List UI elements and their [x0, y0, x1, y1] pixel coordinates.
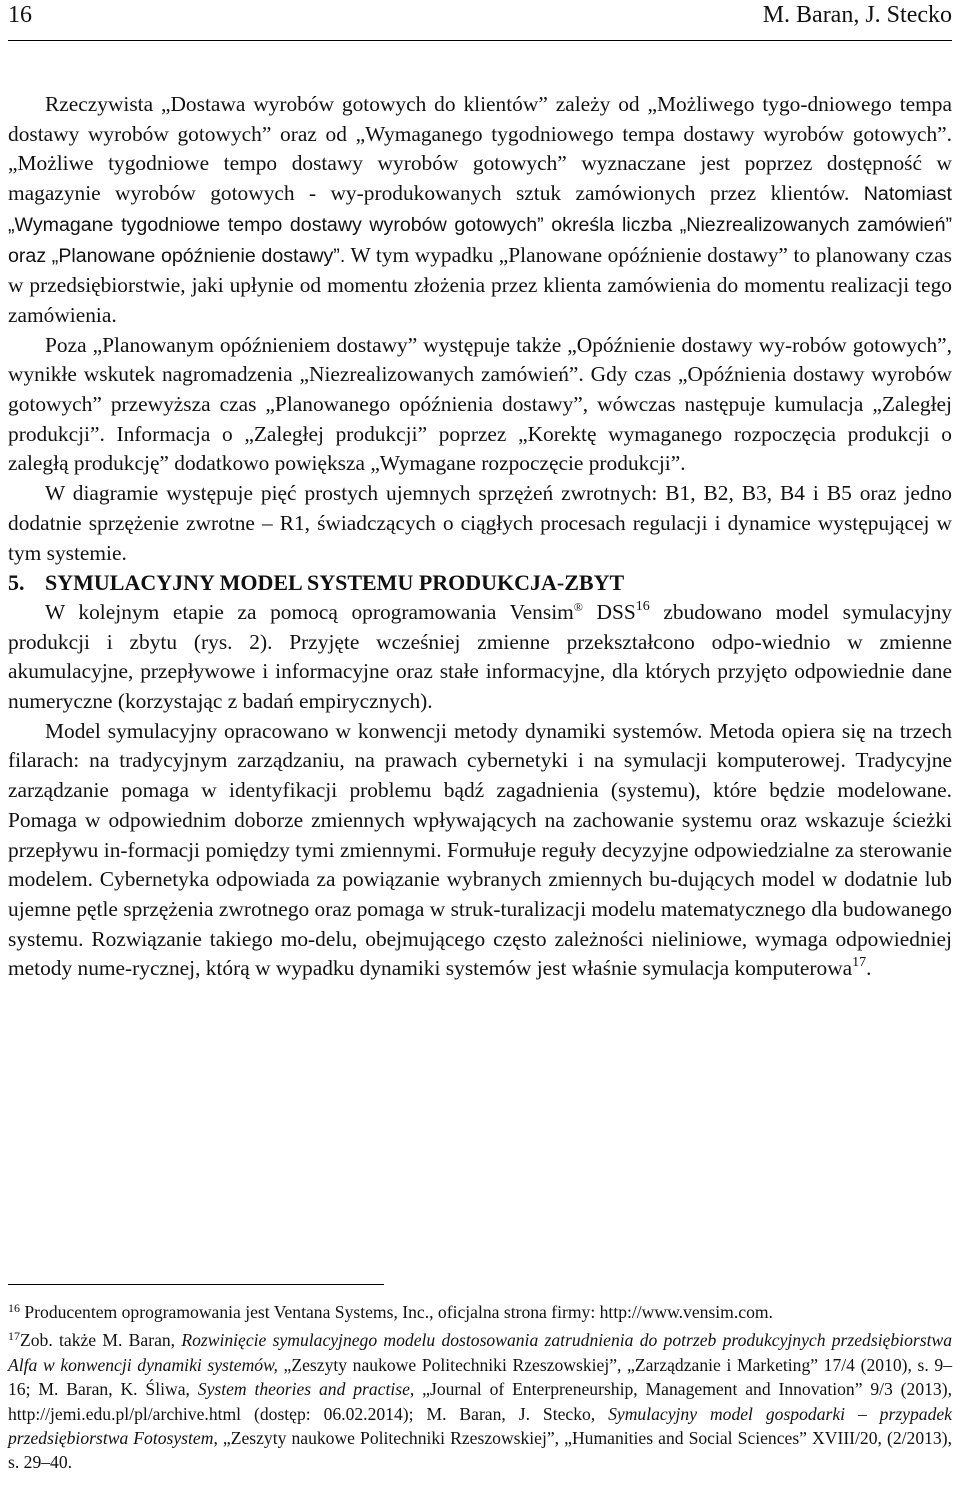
footnote-17-part: , „Journal of Enterpreneurship, Management and Innovation” 9/3 (2013), http://jemi.edu.pl/pl/archive.html (dostęp: 06.02.2014); M. Baran, J. Stecko, — [8, 1379, 952, 1424]
section-heading — [8, 568, 952, 598]
paragraph-5 — [8, 717, 952, 984]
section-title: SYMULACYJNY MODEL SYSTEMU PRODUKCJA-ZBYT — [45, 570, 625, 596]
footnote-16-text: Producentem oprogramowania jest Ventana Systems, Inc., oficjalna strona firmy: http://www.vensim.com. — [20, 1302, 773, 1322]
footnote-17-title-3: Symulacyjny model gospodarki – przypadek przedsiębiorstwa Fotosystem — [8, 1403, 952, 1449]
paragraph-2: Poza „Planowanym opóźnieniem dostawy” występuje także „Opóźnienie dostawy wy-robów gotowych”, wynikłe wskutek nagromadzenia „Niezrealizowanych zamówień”. Gdy czas „Opóźnienia dostawy wyrobów gotowych” przewyższa czas „Planowanego opóźnienia dostawy”, wówczas następuje kumulacja „Zaległej produkcji”. Informacja o „Zaległej produkcji” poprzez „Korektę wymaganego rozpoczęcia produkcji o zaległą produkcję” dodatkowo powiększa „Wymagane rozpoczęcie produkcji”. — [8, 332, 952, 476]
running-head-authors: M. Baran, J. Stecko — [762, 2, 952, 28]
paragraph-5-end: . — [866, 956, 872, 981]
footnote-17-part: Zob. także M. Baran, — [20, 1330, 182, 1351]
footnote-17-mark: 17 — [8, 1329, 20, 1344]
paragraph-5-text: Model symulacyjny opracowano w konwencji metody dynamiki systemów. Metoda opiera się na trzech filarach: na tradycyjnym zarządzaniu, na prawach cybernetyki i na symulacji komputerowej. Tradycyjne zarządzanie pomaga w identyfikacji problemu bądź zagadnienia (systemu), które będzie modelowane. Pomaga w odpowiednim doborze zmiennych wpływających na zachowanie systemu oraz wskazuje ścieżki przepływu in-formacji pomiędzy tymi zmiennymi. Formułuje reguły decyzyjne odpowiedzialne za sterowanie modelem. Cybernetyka odpowiada za powiązanie wybranych zmiennych bu-dujących model w dodatnie lub ujemne pętle sprzężenia zwrotnego oraz pomaga w struk-turalizacji modelu matematycznego dla budowanego systemu. Rozwiązanie takiego mo-delu, obejmującego często zależności nieliniowe, wymaga odpowiedniej metody nume-rycznej, którą w wypadku dynamiki systemów jest właśnie symulacja komputerowa — [8, 718, 952, 981]
paragraph-4-rest: zbudowano model symulacyjny produkcji i zbytu (rys. 2). Przyjęte wcześniej zmienne przekształcono odpo-wiednio w zmienne akumulacyjne, przepływowe i informacyjne oraz stałe informacyjne, dla których przyjęto odpowiednie dane numeryczne (korzystając z badań empirycznych). — [8, 599, 952, 714]
registered-mark: ® — [573, 599, 583, 614]
page-number: 16 — [8, 2, 32, 28]
footnote-17-part: , „Zeszyty naukowe Politechniki Rzeszowskiej”, „Humanities and Social Sciences” XVIII/20, (2/2013), s. 29–40. — [8, 1428, 952, 1473]
main-text — [8, 90, 952, 984]
paragraph-1 — [8, 90, 952, 331]
paragraph-1-part-b: Natomiast „Wymagane tygodniowe tempo dostawy wyrobów gotowych” określa liczba „Niezrealizowanych zamówień” oraz „Planowane opóźnienie dostawy”. — [8, 183, 952, 267]
running-header — [8, 0, 952, 41]
footnote-16-mark: 16 — [8, 1301, 20, 1315]
footnote-17-title-1: Rozwinięcie symulacyjnego modelu dostosowania zatrudnienia do potrzeb produkcyjnych przedsiębiorstwa Alfa w konwencji dynamiki systemów, — [8, 1330, 952, 1375]
footnote-ref-17[interactable]: 17 — [852, 955, 867, 971]
footnote-ref-16[interactable]: 16 — [635, 598, 650, 614]
paragraph-4-product: DSS — [582, 599, 636, 624]
paragraph-4-text: W kolejnym etapie za pomocą oprogramowania Vensim — [45, 599, 574, 624]
footnote-17-title-2: System theories and practise — [197, 1379, 410, 1400]
footnotes — [8, 1300, 952, 1479]
footnote-17 — [8, 1328, 952, 1474]
section-number: 5. — [8, 570, 25, 596]
footnote-17-part: „Zeszyty naukowe Politechniki Rzeszowskiej”, „Zarządzanie i Marketing” 17/4 (2010), s. 9–16; M. Baran, K. Śliwa, — [8, 1354, 952, 1400]
footnote-16 — [8, 1300, 952, 1324]
paragraph-4 — [8, 598, 952, 717]
paragraph-1-part-c: W tym wypadku „Planowane opóźnienie dostawy” to planowany czas w przedsiębiorstwie, jaki upłynie od momentu złożenia przez klienta zamówienia do momentu realizacji tego zamówienia. — [8, 242, 952, 327]
paragraph-1-part-a: Rzeczywista „Dostawa wyrobów gotowych do klientów” zależy od „Możliwego tygo-dniowego tempa dostawy wyrobów gotowych” oraz od „Wymaganego tygodniowego tempa dostawy wyrobów gotowych”. „Możliwe tygodniowe tempo dostawy wyrobów gotowych” wyznaczane jest poprzez dostępność w magazynie wyrobów gotowych - wy-produkowanych sztuk zamówionych przez klientów. — [8, 92, 952, 206]
paragraph-3: W diagramie występuje pięć prostych ujemnych sprzężeń zwrotnych: B1, B2, B3, B4 i B5 oraz jedno dodatnie sprzężenie zwrotne – R1, świadczących o ciągłych procesach regulacji i dynamice występującej w tym systemie. — [8, 481, 952, 565]
footnote-separator — [8, 1284, 384, 1285]
